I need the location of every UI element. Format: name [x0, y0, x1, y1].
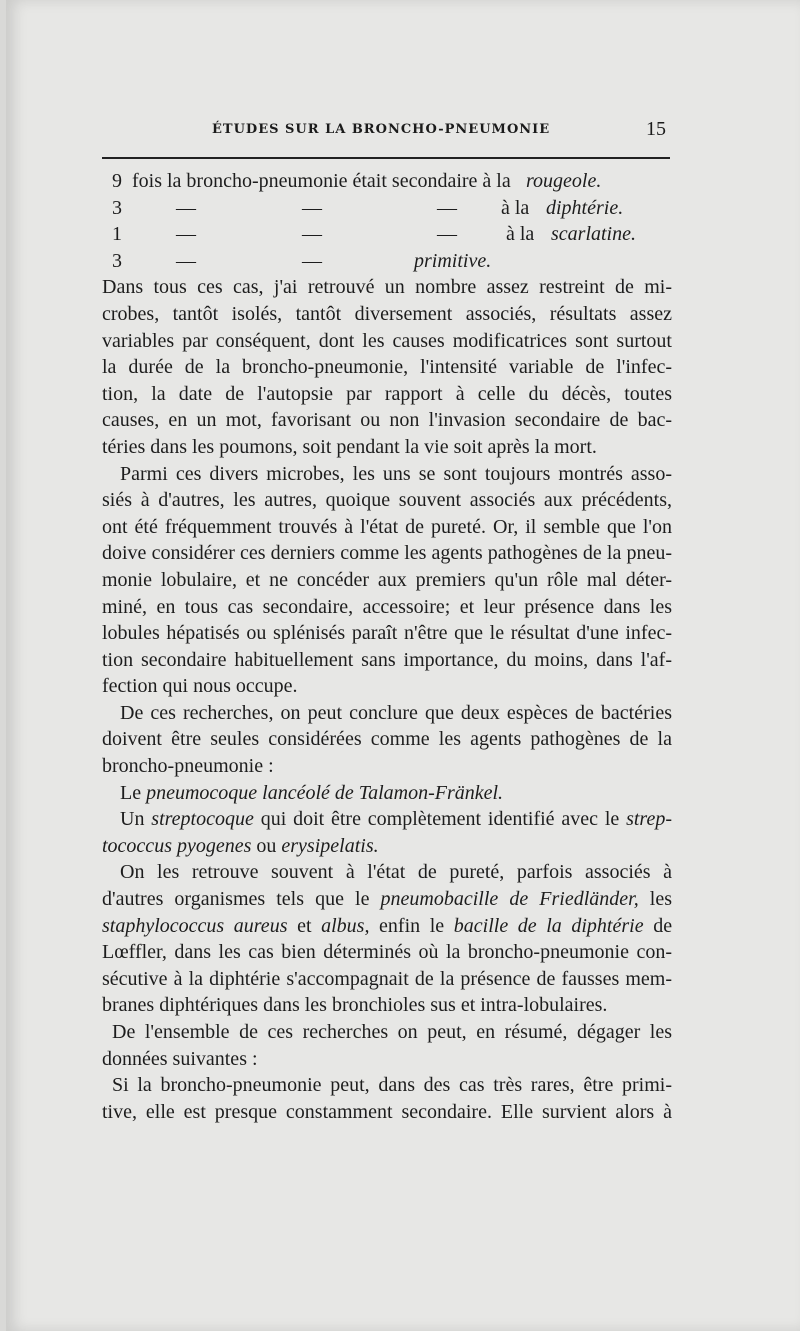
species-line — [102, 806, 672, 833]
species-name: albus, — [321, 914, 370, 937]
species-name: staphylococcus aureus — [102, 914, 288, 937]
ditto-mark: — — [302, 196, 322, 219]
text-line — [102, 913, 672, 940]
text-line: téries dans les poumons, soit pendant la vie soit après la mort. — [102, 435, 597, 458]
text-line: ont été fréquemment trouvés à l'état de pureté. Or, il semble que l'on — [102, 515, 672, 538]
stats-count: 9 — [112, 170, 122, 192]
text-line: branes diphtériques dans les bronchioles sus et intra-lobulaires. — [102, 994, 608, 1017]
text-fragment: les — [649, 888, 673, 911]
stats-disease: diphtérie. — [546, 196, 624, 219]
stats-row-1 — [102, 168, 672, 195]
text-line: siés à d'autres, les autres, quoique souvent associés aux précédents, — [102, 489, 672, 512]
text-line: tive, elle est presque constamment secondaire. Elle survient alors à — [102, 1100, 672, 1123]
stats-count: 3 — [112, 196, 122, 219]
text-line: tion, la date de l'autopsie par rapport à celle du décès, toutes — [102, 382, 672, 405]
text-fragment: enfin le — [379, 914, 445, 937]
text-line: On les retrouve souvent à l'état de pureté, parfois associés à — [120, 861, 672, 884]
stats-row-4 — [102, 248, 672, 275]
text-fragment: ou — [256, 834, 277, 857]
text-fragment: de — [653, 914, 673, 937]
text-line: De l'ensemble de ces recherches on peut, en résumé, dégager les — [112, 1021, 672, 1043]
ditto-mark: — — [437, 196, 457, 219]
ditto-mark: — — [176, 196, 196, 219]
text-fragment: Un — [120, 808, 145, 831]
text-line — [102, 886, 672, 913]
text-line: causes, en un mot, favorisant ou non l'invasion secondaire de bac- — [102, 409, 672, 432]
text-line: monie lobulaire, et ne concéder aux premiers qu'un rôle mal déter- — [102, 568, 672, 591]
text-line: la durée de la broncho-pneumonie, l'intensité variable de l'infec- — [102, 356, 672, 379]
stats-prep: à la — [501, 196, 530, 219]
text-line: Dans tous ces cas, j'ai retrouvé un nombre assez restreint de mi- — [102, 276, 672, 299]
text-line: lobules hépatisés ou splénisés paraît n'être que le résultat d'une infec- — [102, 622, 672, 645]
species-name: bacille de la diphtérie — [453, 914, 644, 937]
stats-disease: rougeole. — [526, 170, 602, 192]
text-line: De ces recherches, on peut conclure que deux espèces de bactéries — [120, 701, 672, 724]
header-rule — [102, 157, 670, 159]
stats-disease: primitive. — [414, 249, 492, 272]
stats-disease: scarlatine. — [551, 223, 636, 246]
text-fragment: Le — [120, 781, 142, 804]
text-fragment: et — [297, 914, 312, 937]
text-line: Si la broncho-pneumonie peut, dans des cas très rares, être primi- — [112, 1074, 672, 1097]
ditto-mark: — — [437, 223, 457, 246]
text-line: broncho-pneumonie : — [102, 755, 274, 778]
stats-text: fois la broncho-pneumonie était secondaire à la — [132, 170, 511, 192]
text-line: miné, en tous cas secondaire, accessoire; et leur présence dans les — [102, 595, 672, 618]
species-name: pneumocoque lancéolé de Talamon-Fränkel. — [146, 781, 504, 804]
text-line: Parmi ces divers microbes, les uns se sont toujours montrés asso- — [120, 462, 672, 485]
species-line — [102, 833, 672, 860]
species-name: pneumobacille de Friedländer, — [380, 888, 639, 911]
text-fragment: qui doit être complètement identifié avec le — [260, 808, 620, 831]
ditto-mark: — — [176, 249, 196, 272]
text-line: variables par conséquent, dont les causes modificatrices sont surtout — [102, 329, 672, 352]
running-title: ÉTUDES SUR LA BRONCHO-PNEUMONIE — [212, 122, 551, 137]
text-line: tion secondaire habituellement sans importance, du moins, dans l'af- — [102, 648, 672, 671]
ditto-mark: — — [302, 249, 322, 272]
species-name: streptocoque — [151, 808, 254, 831]
text-line: fection qui nous occupe. — [102, 675, 298, 698]
stats-row-3 — [102, 221, 672, 248]
text-line: doive considérer ces derniers comme les agents pathogènes de la pneu- — [102, 542, 672, 565]
stats-row-2 — [102, 195, 672, 222]
stats-count: 3 — [112, 249, 122, 272]
text-line: données suivantes : — [102, 1047, 258, 1070]
text-line: crobes, tantôt isolés, tantôt diversement associés, résultats assez — [102, 302, 672, 325]
text-line: Lœffler, dans les cas bien déterminés où la broncho-pneumonie con- — [102, 941, 672, 964]
page-header — [102, 118, 670, 146]
text-line: doivent être seules considérées comme les agents pathogènes de la — [102, 728, 672, 751]
ditto-mark: — — [302, 223, 322, 246]
stats-prep: à la — [506, 223, 535, 246]
book-page — [6, 0, 800, 1331]
species-line — [102, 780, 672, 807]
page-number: 15 — [646, 118, 666, 140]
text-line: sécutive à la diphtérie s'accompagnait de la présence de fausses mem- — [102, 967, 672, 990]
species-name: erysipelatis. — [281, 834, 379, 857]
species-name: strep- — [626, 808, 673, 831]
species-name: tococcus pyogenes — [102, 834, 252, 857]
stats-count: 1 — [112, 223, 122, 246]
ditto-mark: — — [176, 223, 196, 246]
body-text — [102, 168, 672, 1125]
text-fragment: d'autres organismes tels que le — [102, 888, 370, 911]
